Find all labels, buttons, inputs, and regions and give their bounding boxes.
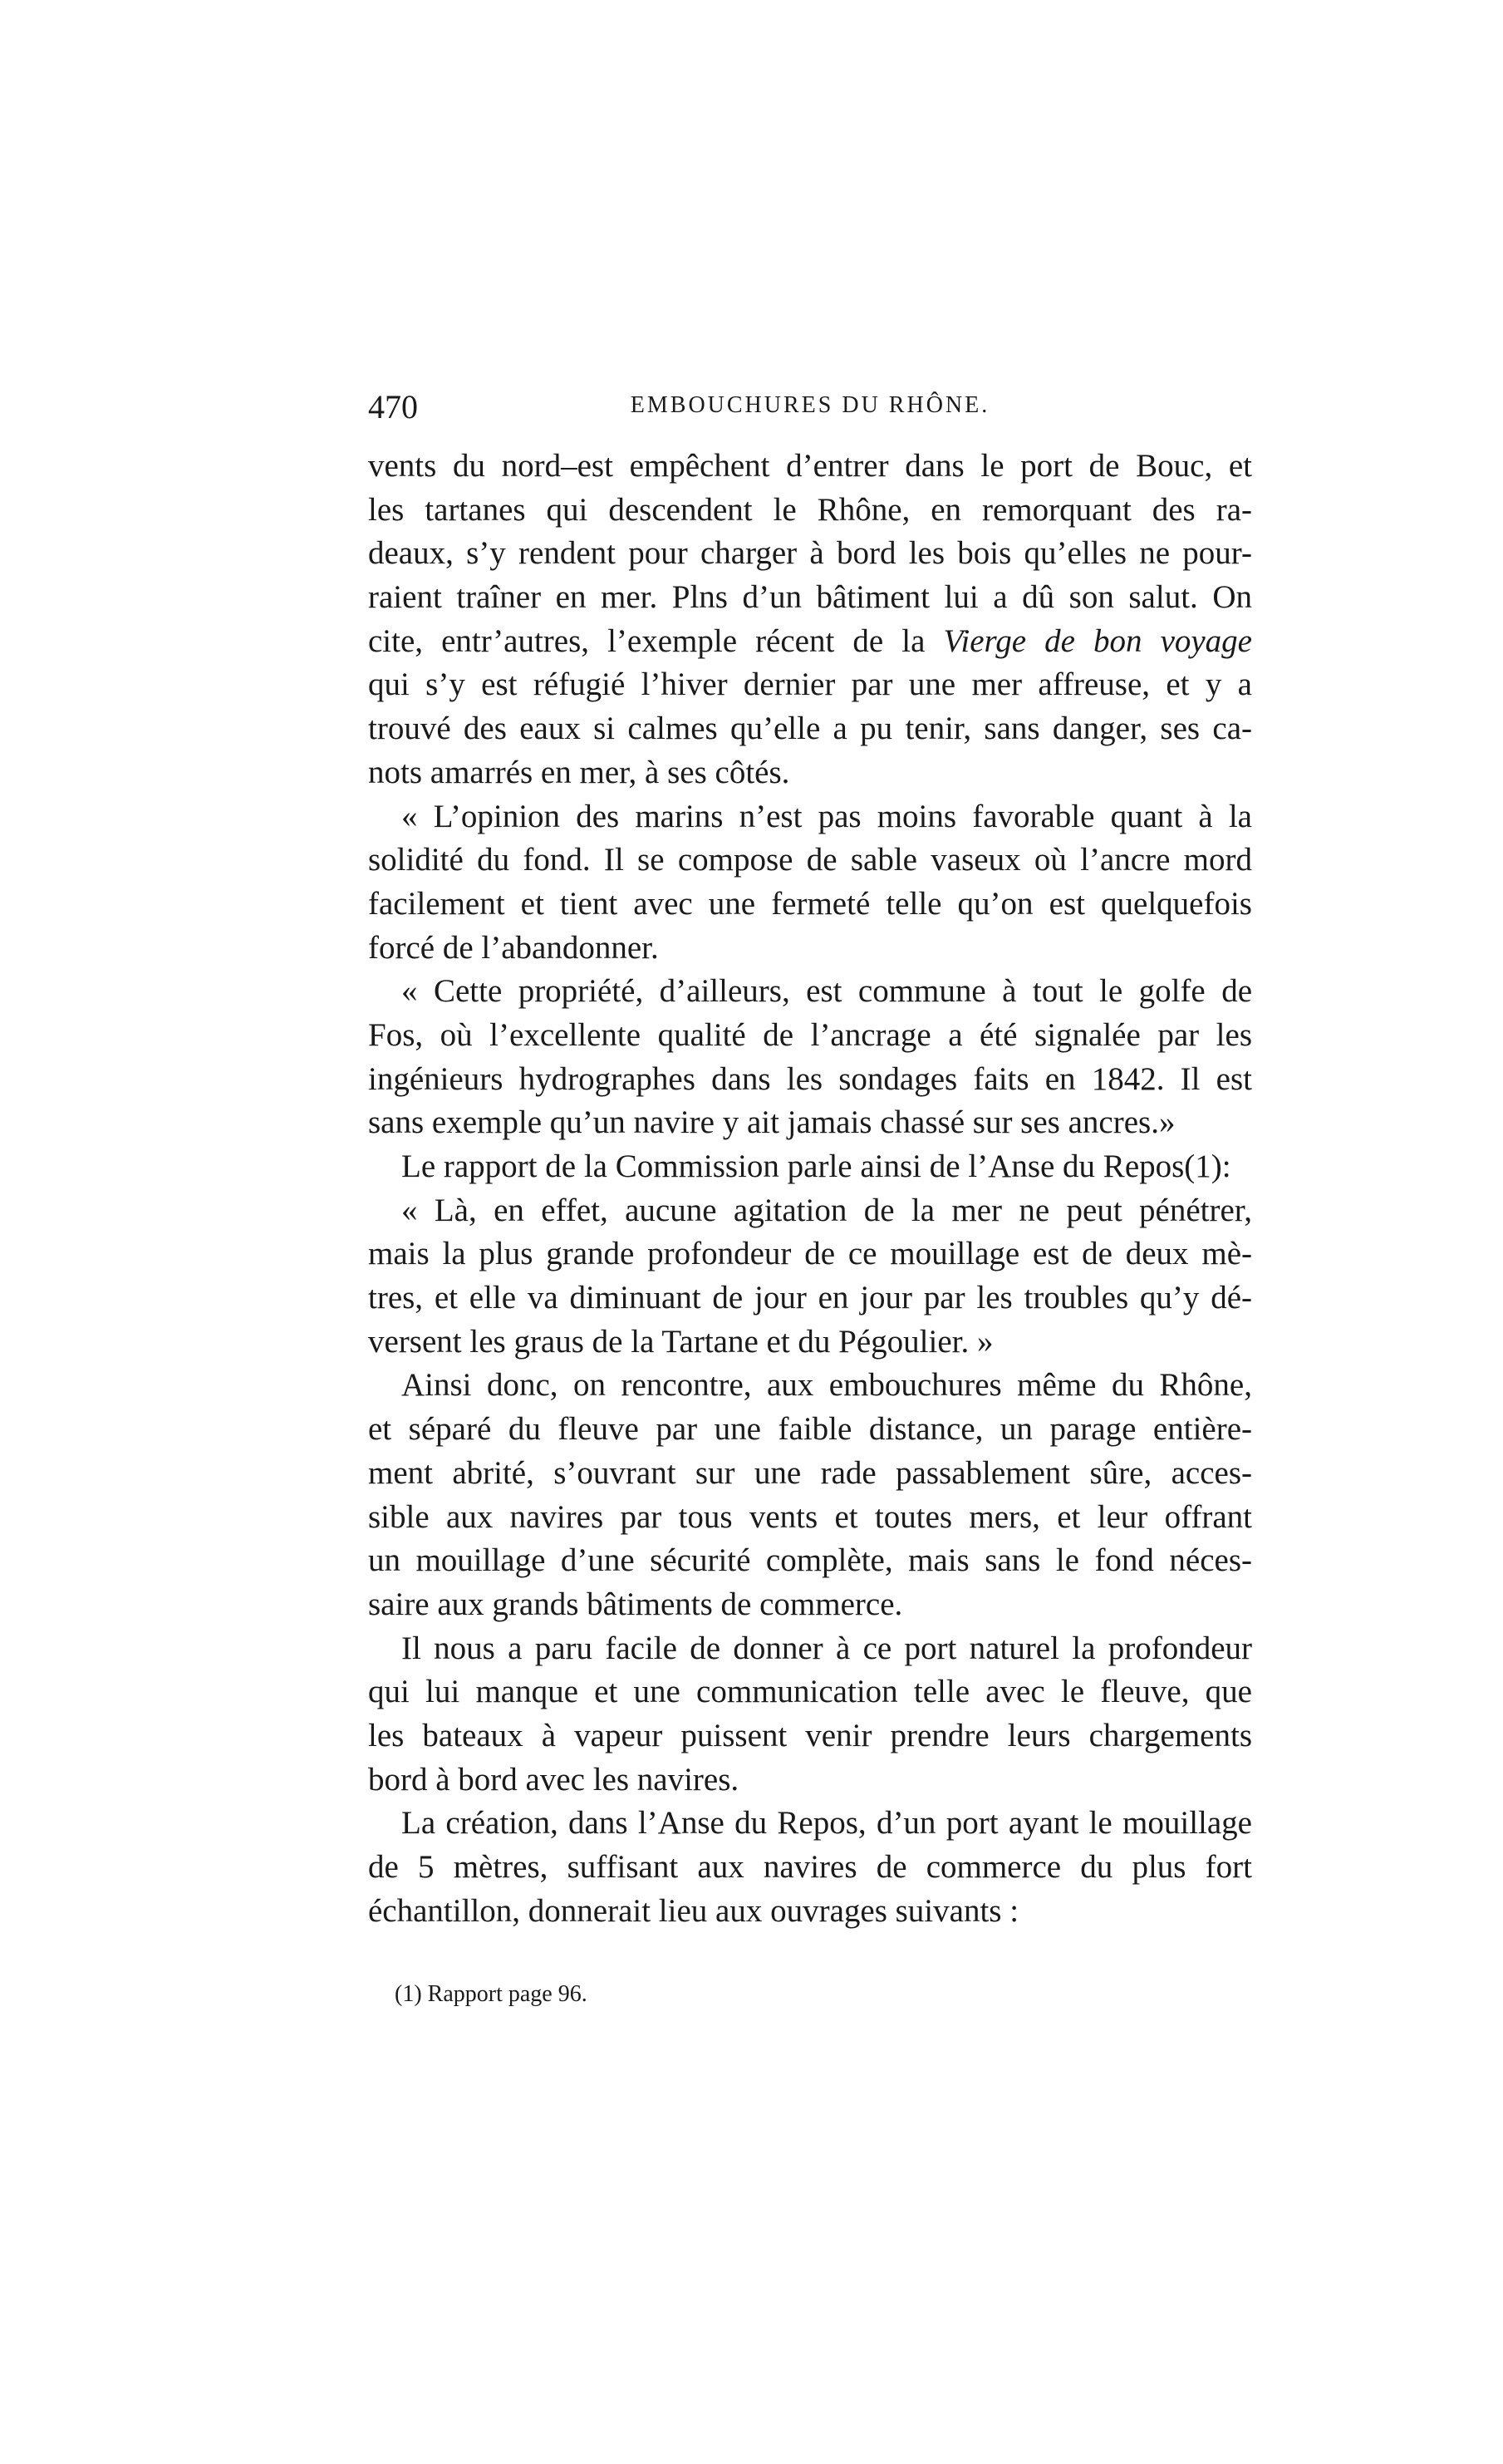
text-line: « L’opinion des marins n’est pas moins favorable quant à la	[401, 798, 1252, 834]
text-line: ingénieurs hydrographes dans les sondages faits en 1842. Il est	[368, 1060, 1252, 1097]
text-line: « Là, en effet, aucune agitation de la mer ne peut pénétrer,	[401, 1192, 1252, 1228]
text-line: mais la plus grande profondeur de ce mouillage est de deux mè-	[368, 1236, 1252, 1272]
text-line: solidité du fond. Il se compose de sable vaseux où l’ancre mord	[368, 842, 1252, 878]
text-line: nots amarrés en mer, à ses côtés.	[368, 754, 790, 790]
text-line: de 5 mètres, suffisant aux navires de commerce du plus fort	[368, 1849, 1252, 1885]
text-line: Ainsi donc, on rencontre, aux embouchures même du Rhône,	[401, 1367, 1252, 1404]
text-line: sans exemple qu’un navire y ait jamais chassé sur ses ancres.»	[368, 1104, 1176, 1141]
text-span: cite, entr’autres, l’exemple récent de la	[368, 622, 944, 659]
text-line: qui s’y est réfugié l’hiver dernier par une mer affreuse, et y a	[368, 666, 1252, 703]
text-line: bord à bord avec les navires.	[368, 1761, 739, 1798]
text-line: forcé de l’abandonner.	[368, 929, 659, 966]
text-line	[368, 620, 1252, 664]
text-line: sible aux navires par tous vents et toutes mers, et leur offrant	[368, 1498, 1252, 1535]
running-title: EMBOUCHURES DU RHÔNE.	[630, 392, 990, 418]
text-line: et séparé du fleuve par une faible distance, un parage entière-	[368, 1411, 1252, 1448]
text-line: deaux, s’y rendent pour charger à bord les bois qu’elles ne pour-	[368, 535, 1252, 572]
text-line: un mouillage d’une sécurité complète, mais sans le fond néces-	[368, 1542, 1252, 1579]
text-line: les bateaux à vapeur puissent venir prendre leurs chargements	[368, 1717, 1252, 1753]
page-number: 470	[368, 388, 418, 425]
text-line: raient traîner en mer. Plns d’un bâtiment lui a dû son salut. On	[368, 579, 1252, 616]
text-line: versent les graus de la Tartane et du Pégoulier. »	[368, 1323, 994, 1360]
text-line: ment abrité, s’ouvrant sur une rade passablement sûre, acces-	[368, 1454, 1252, 1491]
text-line: qui lui manque et une communication telle avec le fleuve, que	[368, 1674, 1252, 1710]
page-header	[368, 387, 1252, 434]
text-line: La création, dans l’Anse du Repos, d’un port ayant le mouillage	[401, 1805, 1252, 1842]
text-line: Le rapport de la Commission parle ainsi de l’Anse du Repos(1):	[401, 1148, 1231, 1184]
text-line: Fos, où l’excellente qualité de l’ancrage a été signalée par les	[368, 1016, 1252, 1053]
text-line: facilement et tient avec une fermeté telle qu’on est quelquefois	[368, 885, 1252, 922]
text-line: échantillon, donnerait lieu aux ouvrages suivants :	[368, 1892, 1019, 1929]
italic-ship-name: Vierge de bon voyage	[943, 622, 1252, 659]
text-line: vents du nord–est empêchent d’entrer dans le port de Bouc, et	[368, 448, 1252, 484]
text-line: saire aux grands bâtiments de commerce.	[368, 1586, 903, 1622]
body-text	[368, 445, 1252, 1933]
text-line: trouvé des eaux si calmes qu’elle a pu tenir, sans danger, ses ca-	[368, 711, 1252, 747]
text-line: les tartanes qui descendent le Rhône, en remorquant des ra-	[368, 491, 1252, 528]
footnote: (1) Rapport page 96.	[395, 1981, 587, 2007]
text-line: « Cette propriété, d’ailleurs, est commune à tout le golfe de	[401, 973, 1252, 1010]
text-line: tres, et elle va diminuant de jour en jour par les troubles qu’y dé-	[368, 1280, 1252, 1316]
text-line: Il nous a paru facile de donner à ce port naturel la profondeur	[401, 1630, 1252, 1666]
